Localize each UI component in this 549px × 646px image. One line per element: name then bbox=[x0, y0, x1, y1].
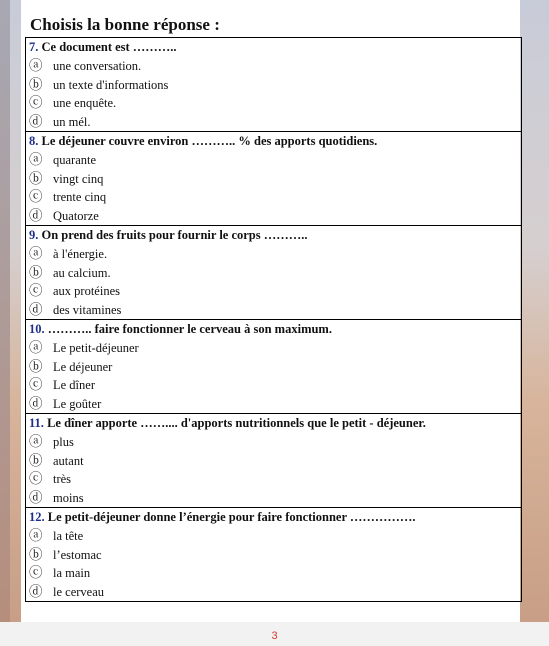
option-text: moins bbox=[53, 491, 84, 506]
option-letter-icon: ⓓ bbox=[29, 396, 43, 412]
answer-option[interactable] bbox=[26, 170, 521, 189]
option-text: quarante bbox=[53, 152, 97, 167]
option-text: Le dîner bbox=[53, 378, 95, 393]
question-block bbox=[26, 38, 521, 132]
option-text: trente cinq bbox=[53, 190, 107, 205]
answer-option[interactable] bbox=[26, 207, 521, 226]
question-text: Ce document est ……….. bbox=[41, 40, 177, 54]
background-left-strip bbox=[0, 0, 10, 622]
option-text: le cerveau bbox=[53, 585, 105, 600]
question-text: Le dîner apporte …….... d'apports nutritionnels que le petit - déjeuner. bbox=[47, 416, 426, 430]
option-text: Le goûter bbox=[53, 397, 102, 412]
answer-option[interactable] bbox=[26, 339, 521, 358]
answer-option[interactable] bbox=[26, 76, 521, 95]
option-letter-icon: ⓓ bbox=[29, 584, 43, 600]
answer-option[interactable] bbox=[26, 489, 521, 508]
answer-option[interactable] bbox=[26, 94, 521, 113]
question-text: Le déjeuner couvre environ ……….. % des apports quotidiens. bbox=[41, 134, 378, 148]
answer-option[interactable] bbox=[26, 301, 521, 320]
question-text: On prend des fruits pour fournir le corps ……….. bbox=[41, 228, 308, 242]
option-letter-icon: ⓐ bbox=[29, 57, 43, 73]
option-letter-icon: ⓐ bbox=[29, 245, 43, 261]
option-letter-icon: ⓑ bbox=[29, 546, 43, 562]
answer-option[interactable] bbox=[26, 564, 521, 583]
answer-option[interactable] bbox=[26, 264, 521, 283]
question-prompt bbox=[26, 414, 521, 433]
question-number: 9. bbox=[29, 228, 39, 242]
option-letter-icon: ⓒ bbox=[29, 95, 43, 111]
option-letter-icon: ⓑ bbox=[29, 76, 43, 92]
option-text: un mél. bbox=[53, 115, 91, 130]
answer-option[interactable] bbox=[26, 188, 521, 207]
option-letter-icon: ⓐ bbox=[29, 433, 43, 449]
answer-option[interactable] bbox=[26, 527, 521, 546]
answer-option[interactable] bbox=[26, 151, 521, 170]
answer-option[interactable] bbox=[26, 433, 521, 452]
option-text: des vitamines bbox=[53, 303, 122, 318]
answer-option[interactable] bbox=[26, 452, 521, 471]
question-block bbox=[26, 508, 521, 602]
option-letter-icon: ⓒ bbox=[29, 377, 43, 393]
question-prompt bbox=[26, 226, 521, 245]
option-text: une conversation. bbox=[53, 58, 142, 73]
page-number: 3 bbox=[271, 630, 278, 642]
option-text: Le petit-déjeuner bbox=[53, 340, 139, 355]
answer-option[interactable] bbox=[26, 376, 521, 395]
question-number: 11. bbox=[29, 416, 44, 430]
option-letter-icon: ⓒ bbox=[29, 471, 43, 487]
answer-option[interactable] bbox=[26, 470, 521, 489]
option-text: la main bbox=[53, 566, 91, 581]
option-text: plus bbox=[53, 434, 74, 449]
option-letter-icon: ⓑ bbox=[29, 264, 43, 280]
option-text: au calcium. bbox=[53, 265, 111, 280]
question-prompt bbox=[26, 508, 521, 527]
worksheet-heading: Choisis la bonne réponse : bbox=[30, 15, 220, 34]
questions-table bbox=[25, 37, 522, 602]
option-letter-icon: ⓒ bbox=[29, 189, 43, 205]
option-letter-icon: ⓓ bbox=[29, 302, 43, 318]
option-letter-icon: ⓓ bbox=[29, 114, 43, 130]
answer-option[interactable] bbox=[26, 245, 521, 264]
question-block bbox=[26, 320, 521, 414]
question-block bbox=[26, 226, 521, 320]
option-letter-icon: ⓒ bbox=[29, 565, 43, 581]
question-text: Le petit-déjeuner donne l’énergie pour faire fonctionner ……………. bbox=[47, 510, 416, 524]
question-prompt bbox=[26, 320, 521, 339]
question-block bbox=[26, 414, 521, 508]
option-text: l’estomac bbox=[53, 547, 102, 562]
option-letter-icon: ⓑ bbox=[29, 452, 43, 468]
option-text: autant bbox=[53, 453, 84, 468]
answer-option[interactable] bbox=[26, 395, 521, 414]
question-number: 8. bbox=[29, 134, 39, 148]
option-text: Le déjeuner bbox=[53, 359, 113, 374]
answer-option[interactable] bbox=[26, 113, 521, 132]
option-text: très bbox=[53, 472, 72, 487]
option-letter-icon: ⓒ bbox=[29, 283, 43, 299]
option-letter-icon: ⓐ bbox=[29, 527, 43, 543]
option-text: aux protéines bbox=[53, 284, 120, 299]
option-letter-icon: ⓐ bbox=[29, 339, 43, 355]
option-text: la tête bbox=[53, 528, 84, 543]
option-letter-icon: ⓑ bbox=[29, 358, 43, 374]
option-text: une enquête. bbox=[53, 96, 117, 111]
answer-option[interactable] bbox=[26, 282, 521, 301]
question-block bbox=[26, 132, 521, 226]
question-prompt bbox=[26, 132, 521, 151]
option-letter-icon: ⓓ bbox=[29, 208, 43, 224]
answer-option[interactable] bbox=[26, 583, 521, 602]
question-number: 10. bbox=[29, 322, 45, 336]
option-letter-icon: ⓓ bbox=[29, 490, 43, 506]
option-letter-icon: ⓑ bbox=[29, 170, 43, 186]
option-text: un texte d'informations bbox=[53, 77, 169, 92]
option-text: vingt cinq bbox=[53, 171, 104, 186]
option-text: Quatorze bbox=[53, 209, 99, 224]
question-prompt bbox=[26, 38, 521, 57]
answer-option[interactable] bbox=[26, 57, 521, 76]
question-text: ……….. faire fonctionner le cerveau à son maximum. bbox=[47, 322, 332, 336]
question-number: 7. bbox=[29, 40, 39, 54]
option-text: à l'énergie. bbox=[53, 246, 108, 261]
option-letter-icon: ⓐ bbox=[29, 151, 43, 167]
answer-option[interactable] bbox=[26, 546, 521, 565]
question-number: 12. bbox=[29, 510, 45, 524]
answer-option[interactable] bbox=[26, 358, 521, 377]
